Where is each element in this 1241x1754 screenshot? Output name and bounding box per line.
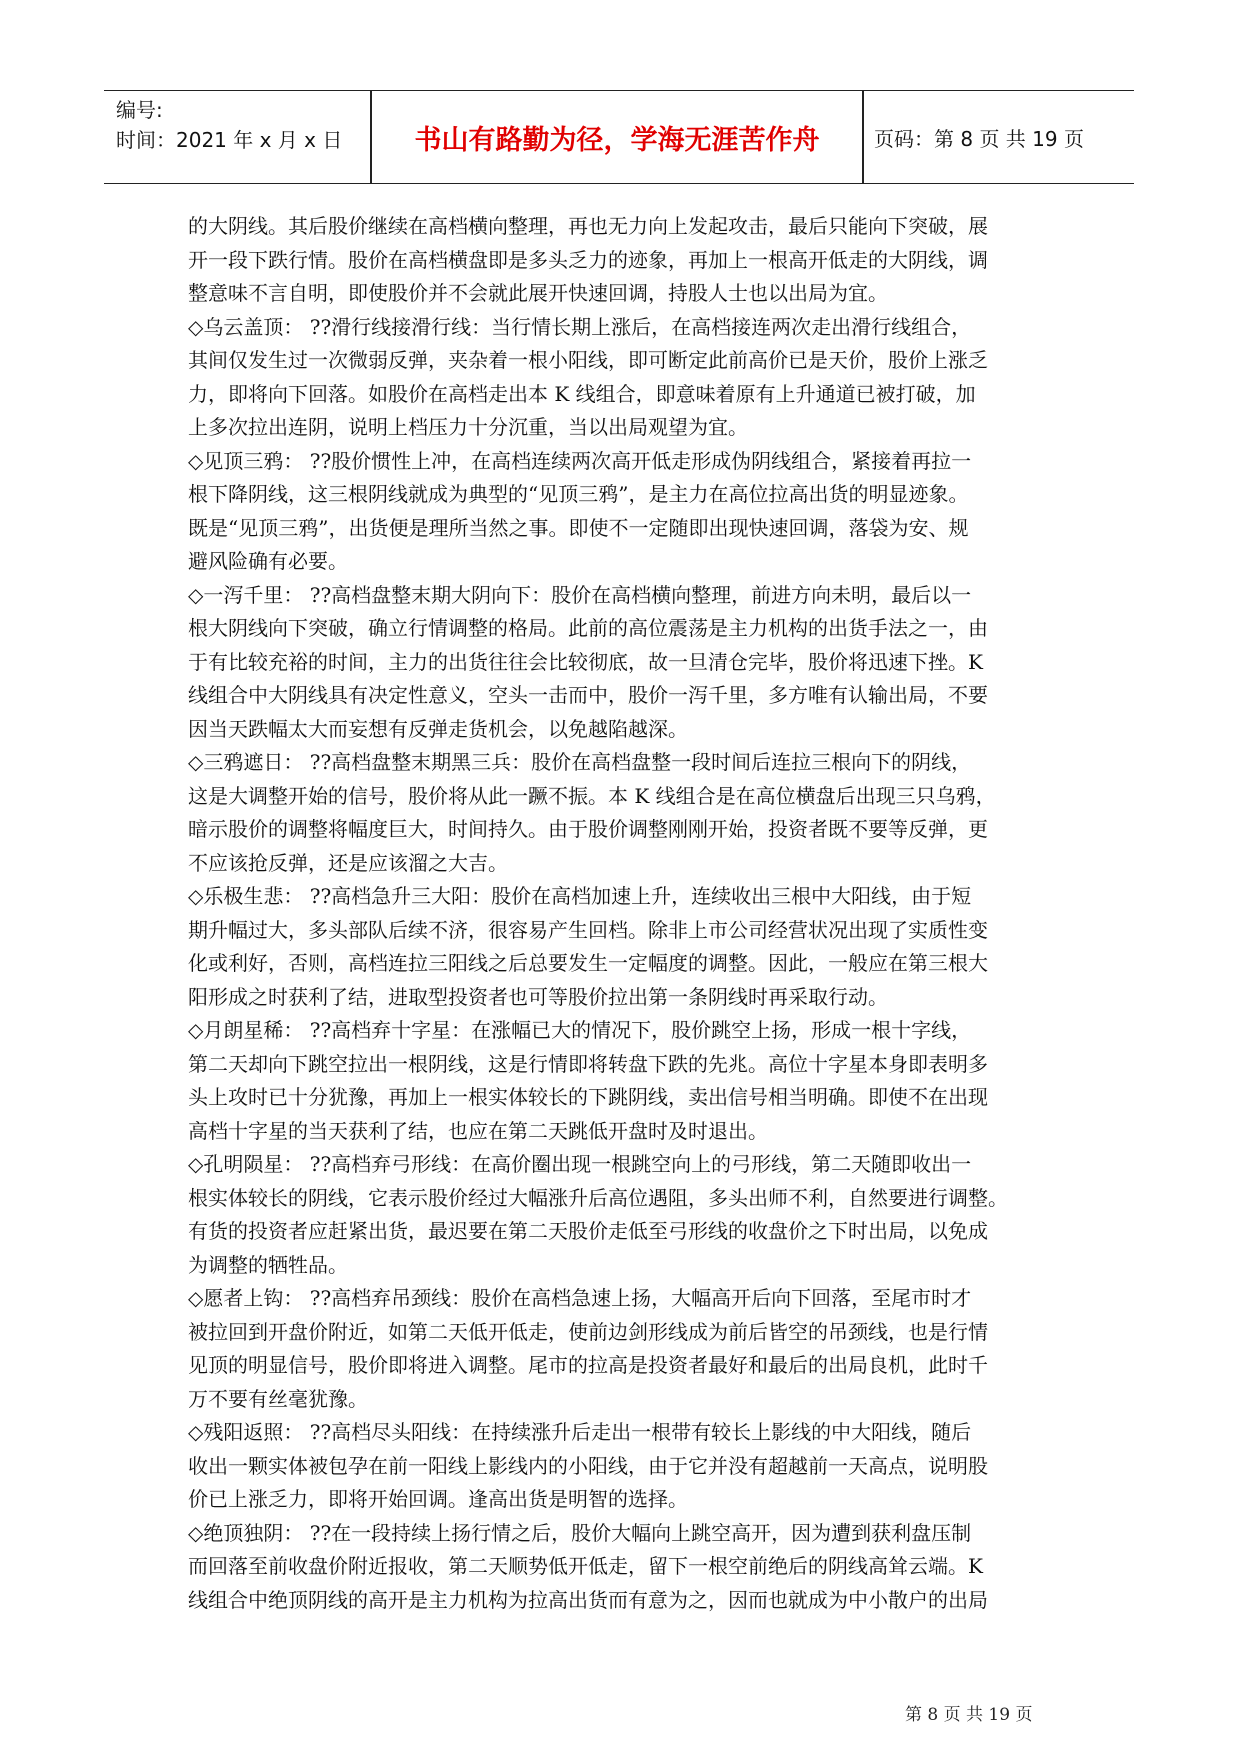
- page-footer: 第 8 页 共 19 页: [905, 1705, 1033, 1725]
- body-line: 暗示股价的调整将幅度巨大，时间持久。由于股价调整刚刚开始，投资者既不要等反弹，更: [188, 817, 988, 841]
- header-motto: 书山有路勤为径，学海无涯苦作舟: [414, 124, 820, 156]
- body-line: 上多次拉出连阴，说明上档压力十分沉重，当以出局观望为宜。: [188, 415, 748, 439]
- body-line: 万不要有丝毫犹豫。: [188, 1386, 368, 1411]
- body-line: 根实体较长的阴线，它表示股价经过大幅涨升后高位遇阻，多头出师不利，自然要进行调整。: [188, 1185, 1008, 1210]
- body-line: 其间仅发生过一次微弱反弹，夹杂着一根小阳线，即可断定此前高价已是天价，股价上涨乏: [188, 348, 988, 372]
- body-line: 根大阴线向下突破，确立行情调整的格局。此前的高位震荡是主力机构的出货手法之一，由: [188, 616, 988, 640]
- body-line: 开一段下跌行情。股价在高档横盘即是多头乏力的迹象，再加上一根高开低走的大阴线，调: [188, 247, 988, 272]
- body-line: 不应该抢反弹，还是应该溜之大吉。: [188, 850, 508, 875]
- body-line: 而回落至前收盘价附近报收，第二天顺势低开低走，留下一根空前绝后的阴线高耸云端。K: [188, 1554, 983, 1578]
- body-line: ◇见顶三鸦： ??股价惯性上冲，在高档连续两次高开低走形成伪阴线组合，紧接着再拉一: [188, 448, 972, 473]
- time-label: 时间：2021 年 x 月 x 日: [116, 128, 343, 152]
- body-line: 被拉回到开盘价附近，如第二天低开低走，使前边剑形线成为前后皆空的吊颈线，也是行情: [188, 1319, 988, 1344]
- body-line: ◇绝顶独阴： ??在一段持续上扬行情之后，股价大幅向上跳空高开，因为遭到获利盘压制: [188, 1520, 972, 1545]
- body-line: ◇乐极生悲： ??高档急升三大阳：股价在高档加速上升，连续收出三根中大阳线，由于短: [188, 884, 972, 908]
- document-header: [104, 90, 1134, 184]
- body-line: ◇愿者上钩： ??高档弃吊颈线：股价在高档急速上扬，大幅高开后向下回落，至尾市时才: [188, 1286, 972, 1310]
- body-line: 整意味不言自明，即使股价并不会就此展开快速回调，持股人士也以出局为宜。: [188, 281, 888, 305]
- body-line: 避风险确有必要。: [188, 549, 348, 573]
- body-line: ◇残阳返照： ??高档尽头阳线：在持续涨升后走出一根带有较长上影线的中大阳线，随后: [188, 1420, 972, 1444]
- body-line: 期升幅过大，多头部队后续不济，很容易产生回档。除非上市公司经营状况出现了实质性变: [188, 917, 988, 942]
- body-line: ◇乌云盖顶： ??滑行线接滑行线：当行情长期上涨后，在高档接连两次走出滑行线组合，: [188, 314, 972, 339]
- number-label: 编号:: [116, 98, 163, 122]
- body-line: 化或利好，否则，高档连拉三阳线之后总要发生一定幅度的调整。因此，一般应在第三根大: [188, 951, 988, 975]
- body-line: 头上攻时已十分犹豫，再加上一根实体较长的下跳阴线，卖出信号相当明确。即使不在出现: [188, 1085, 988, 1109]
- header-page-number: 页码：第 8 页 共 19 页: [874, 126, 1084, 151]
- body-line: 线组合中大阴线具有决定性意义，空头一击而中，股价一泻千里，多方唯有认输出局，不要: [188, 683, 988, 707]
- body-line: 线组合中绝顶阴线的高开是主力机构为拉高出货而有意为之，因而也就成为中小散户的出局: [188, 1587, 988, 1612]
- body-line: 因当天跌幅太大而妄想有反弹走货机会，以免越陷越深。: [188, 716, 688, 741]
- body-line: 高档十字星的当天获利了结，也应在第二天跳低开盘时及时退出。: [188, 1118, 768, 1143]
- body-line: 阳形成之时获利了结，进取型投资者也可等股价拉出第一条阴线时再采取行动。: [188, 984, 888, 1009]
- body-line: 收出一颗实体被包孕在前一阳线上影线内的小阳线，由于它并没有超越前一天高点，说明股: [188, 1453, 988, 1478]
- body-line: 第二天却向下跳空拉出一根阴线，这是行情即将转盘下跌的先兆。高位十字星本身即表明多: [188, 1051, 988, 1076]
- body-line: 既是“见顶三鸦”，出货便是理所当然之事。即使不一定随即出现快速回调，落袋为安、规: [188, 515, 969, 540]
- header-divider: [862, 91, 864, 183]
- body-line: ◇孔明陨星： ??高档弃弓形线：在高价圈出现一根跳空向上的弓形线，第二天随即收出一: [188, 1152, 972, 1176]
- body-line: 这是大调整开始的信号，股价将从此一蹶不振。本 K 线组合是在高位横盘后出现三只乌鸦，: [188, 783, 996, 808]
- body-line: 见顶的明显信号，股价即将进入调整。尾市的拉高是投资者最好和最后的出局良机，此时千: [188, 1353, 988, 1377]
- body-line: 的大阴线。其后股价继续在高档横向整理，再也无力向上发起攻击，最后只能向下突破，展: [188, 214, 988, 238]
- body-line: ◇三鸦遮日： ??高档盘整末期黑三兵：股价在高档盘整一段时间后连拉三根向下的阴线，: [188, 750, 972, 774]
- document-body: [188, 210, 1060, 1617]
- body-line: 根下降阴线，这三根阴线就成为典型的“见顶三鸦”，是主力在高位拉高出货的明显迹象。: [188, 482, 969, 506]
- body-line: 价已上涨乏力，即将开始回调。逢高出货是明智的选择。: [188, 1487, 688, 1511]
- body-line: ◇月朗星稀： ??高档弃十字星：在涨幅已大的情况下，股价跳空上扬，形成一根十字线，: [188, 1018, 972, 1042]
- body-line: 力，即将向下回落。如股价在高档走出本 K 线组合，即意味着原有上升通道已被打破，加: [188, 381, 976, 406]
- body-line: ◇一泻千里： ??高档盘整末期大阴向下：股价在高档横向整理，前进方向未明，最后以一: [188, 582, 972, 607]
- header-info: [116, 95, 342, 155]
- body-line: 有货的投资者应赶紧出货，最迟要在第二天股价走低至弓形线的收盘价之下时出局，以免成: [188, 1219, 988, 1243]
- body-line: 于有比较充裕的时间，主力的出货往往会比较彻底，故一旦清仓完毕，股价将迅速下挫。K: [188, 649, 983, 674]
- body-line: 为调整的牺牲品。: [188, 1252, 348, 1277]
